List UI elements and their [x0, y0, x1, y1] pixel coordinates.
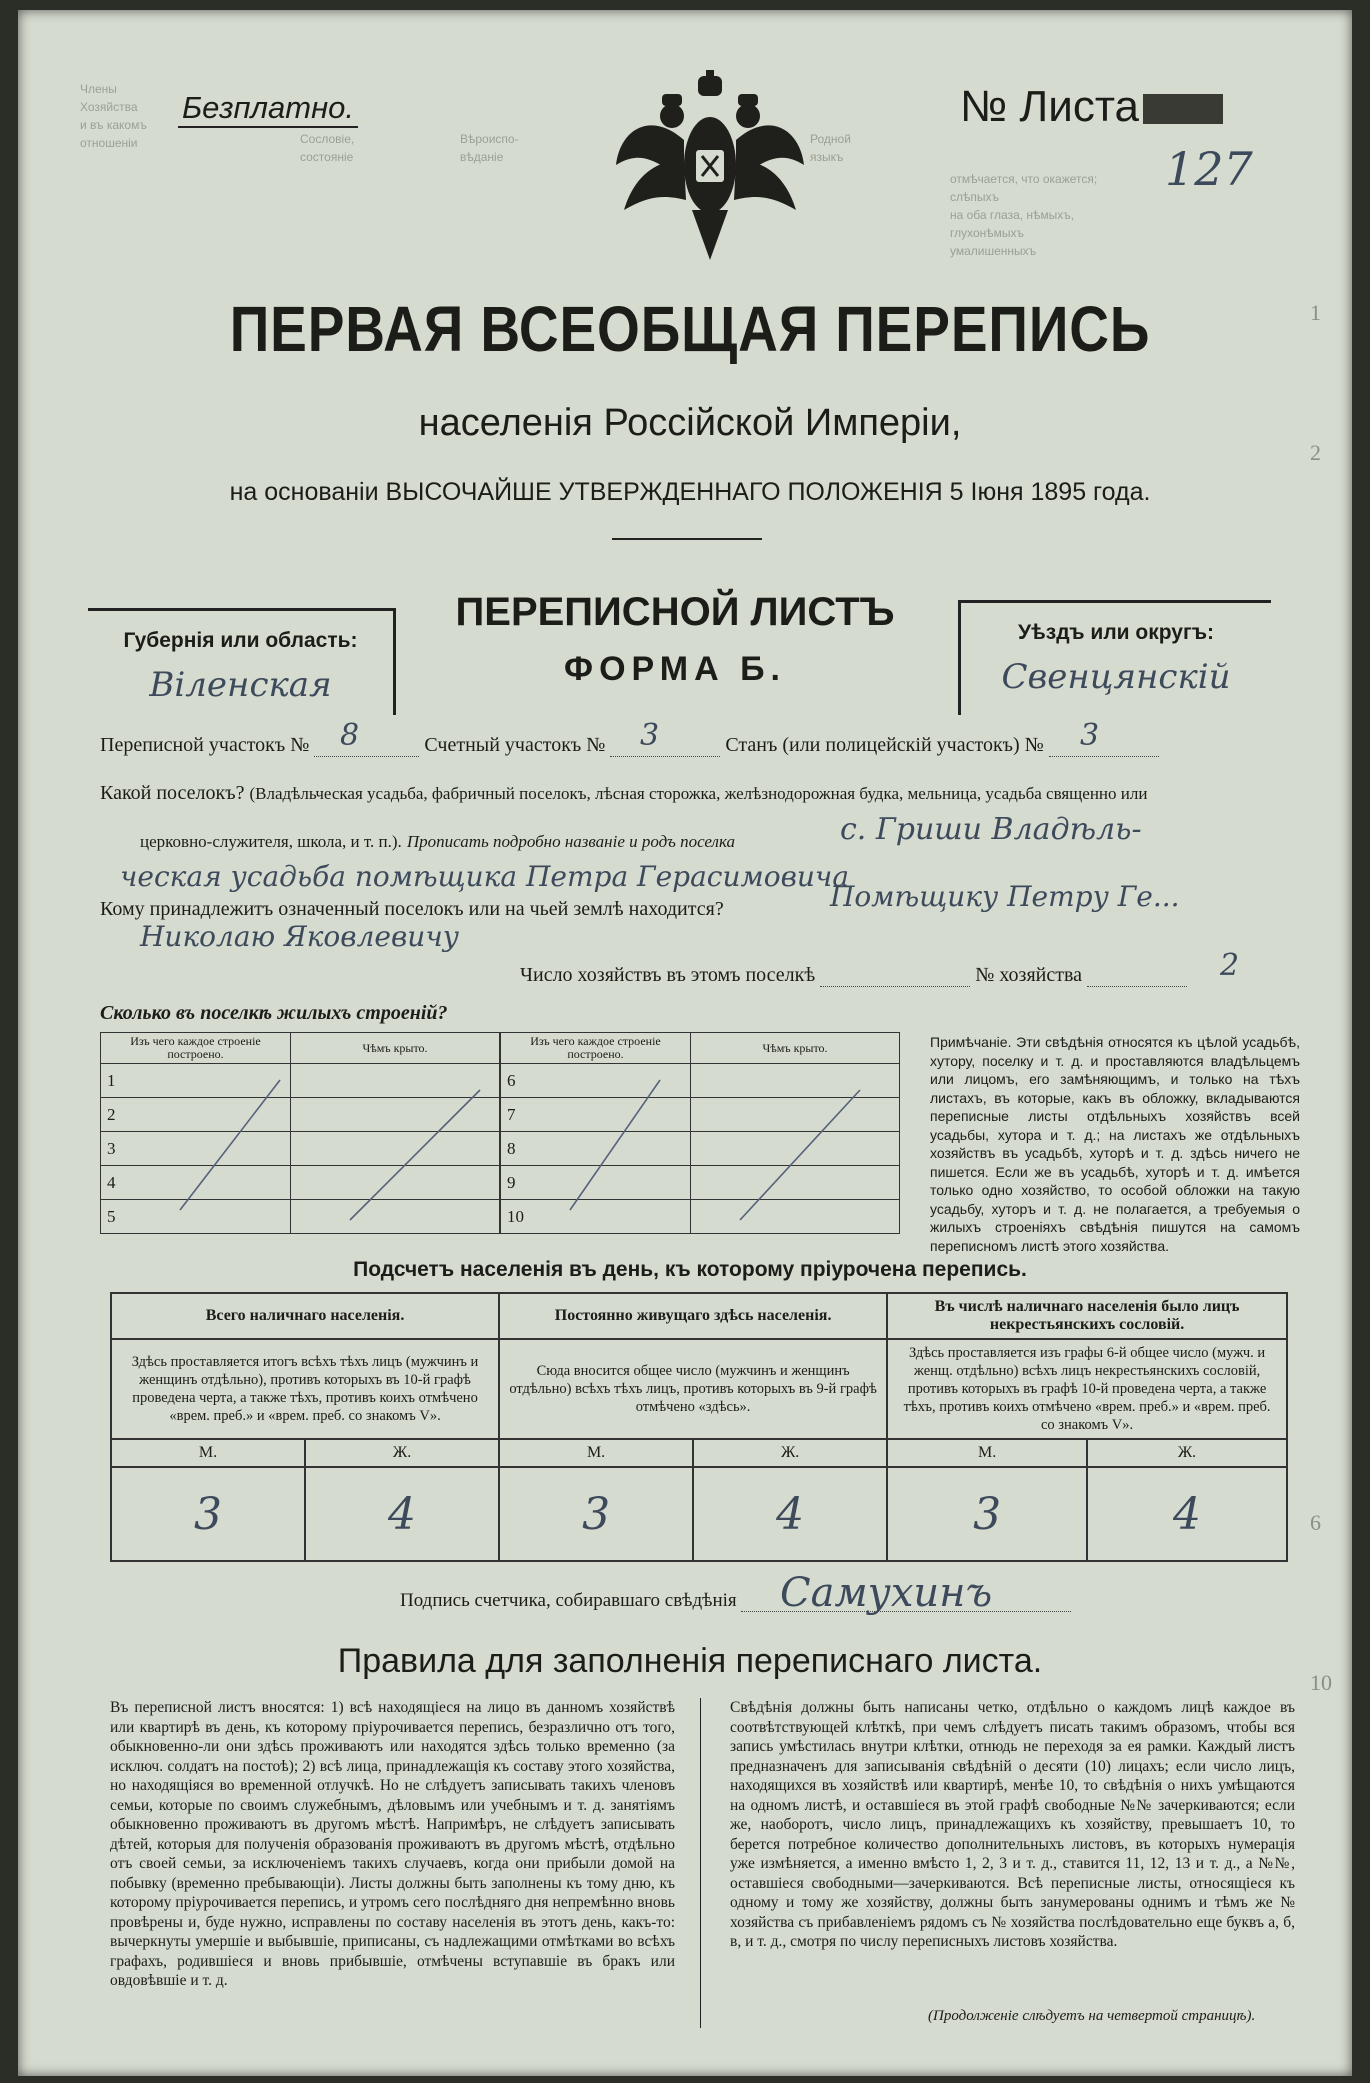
- margin-number: 6: [1310, 1510, 1321, 1535]
- female-header: Ж.: [693, 1439, 887, 1467]
- sheet-number-value: 127: [1165, 142, 1253, 196]
- buildings-head-material: Изъ чего каждое строеніе построено.: [501, 1033, 691, 1064]
- legal-basis: на основаніи ВЫСОЧАЙШЕ УТВЕРЖДЕННАГО ПОЛОЖЕНІЯ 5 Іюня 1895 года.: [229, 478, 1151, 506]
- building-row-number: 7: [501, 1098, 691, 1132]
- census-sheet: [18, 10, 1352, 2076]
- rules-right-column: Свѣдѣнія должны быть написаны четко, отдѣльно о каждомъ лицѣ каждое въ соотвѣтствующей клѣткѣ, при чемъ слѣдуетъ писать такимъ образомъ, чтобы вся запись умѣстилась внутри клѣтки, отнюдь не переходя за ея рамки. Каждый листъ предназначенъ для записыванія свѣдѣній о десяти (10) лицахъ; если число лицъ, находящихся въ хозяйствѣ или квартирѣ, менѣе 10, то свѣдѣнія о нихъ умѣщаются на одномъ листѣ, и оставшіеся въ этой графѣ свободные №№ зачеркиваются; если же, наоборотъ, число лицъ, принадлежащихъ къ хозяйству, превышаетъ 10, то берется потребное количество дополнительныхъ листовъ, въ которыхъ нумерація уже измѣняется, а именно вмѣсто 1, 2, 3 и т. д., ставится 11, 12, 13 и т. д., а №№, оставшіеся свободными—зачеркиваются. Всѣ переписные листы, относящіеся къ одному и тому же хозяйству, должны быть занумерованы однимъ и тѣмъ же № хозяйства съ прибавленіемъ рядомъ съ № хозяйства послѣдовательно еще буквъ а, б, в, и т. д., смотря по числу переписныхъ листовъ хозяйства.: [730, 1699, 1295, 1950]
- district-row: [100, 734, 1159, 757]
- settlement-instruction: Прописать подробно названіе и родъ поселка: [406, 832, 735, 851]
- free-of-charge-label: Безплатно.: [178, 90, 358, 128]
- total-male-count: 3: [111, 1467, 305, 1561]
- owner-value-1: Помѣщику Петру Ге...: [830, 880, 1180, 913]
- crossed-out-marks: [100, 1060, 900, 1250]
- settlement-value-2: ческая усадьба помѣщика Петра Герасимовича: [120, 860, 850, 893]
- male-header: М.: [499, 1439, 693, 1467]
- buildings-head-roof: Чѣмъ крыто.: [291, 1033, 500, 1064]
- counting-district-label: Счетный участокъ №: [424, 734, 606, 756]
- permanent-female-count: 4: [693, 1467, 887, 1561]
- female-header: Ж.: [1087, 1439, 1287, 1467]
- owner-row: [100, 898, 724, 921]
- settlement-hint: (Владѣльческая усадьба, фабричный поселокъ, лѣсная сторожка, желѣзнодорожная будка, мельница, усадьба священно или: [249, 784, 1148, 803]
- settlement-row-2: [140, 830, 735, 853]
- owner-label: Кому принадлежитъ означенный поселокъ или на чьей землѣ находится?: [100, 898, 724, 920]
- column-divider: [700, 1698, 701, 2028]
- margin-number: 1: [1310, 300, 1321, 325]
- sheet-number: [960, 82, 1223, 132]
- female-header: Ж.: [305, 1439, 499, 1467]
- bleed-text-3: Вѣроиспо- вѣданіе: [460, 132, 519, 164]
- census-district-value: 8: [340, 718, 360, 753]
- male-header: М.: [887, 1439, 1087, 1467]
- uezd-box: [958, 600, 1271, 715]
- divider: [612, 538, 762, 540]
- household-no-value: 2: [1220, 948, 1240, 983]
- census-district-label: Переписной участокъ №: [100, 734, 310, 756]
- building-row-number: 6: [501, 1064, 691, 1098]
- rules-title: Правила для заполненія переписнаго листа.: [337, 1642, 1043, 1680]
- permanent-population-text: Сюда вносится общее число (мужчинъ и женщинъ отдѣльно) всѣхъ тѣхъ лицъ, противъ которыхъ въ 9-й графѣ отмѣчено «здѣсь».: [499, 1339, 887, 1439]
- bleed-text-1: Члены Хозяйства и въ какомъ отношеніи: [80, 82, 147, 150]
- non-peasant-female-count: 4: [1087, 1467, 1287, 1561]
- stan-label: Станъ (или полицейскій участокъ) №: [725, 734, 1044, 756]
- permanent-population-head: Постоянно живущаго здѣсь населенія.: [499, 1293, 887, 1339]
- building-row-number: 4: [101, 1166, 291, 1200]
- stan-field: [1049, 756, 1159, 757]
- building-row-number: 8: [501, 1132, 691, 1166]
- guberniya-label: Губернія или область:: [123, 629, 358, 652]
- signature-label: Подпись счетчика, собиравшаго свѣдѣнія: [400, 1590, 737, 1611]
- non-peasant-head: Въ числѣ наличнаго населенія было лицъ некрестьянскихъ сословій.: [887, 1293, 1287, 1339]
- sheet-number-label: № Листа: [960, 82, 1140, 131]
- building-row-number: 2: [101, 1098, 291, 1132]
- building-row-number: 3: [101, 1132, 291, 1166]
- settlement-row: [100, 782, 1147, 805]
- signature-value: Самухинъ: [780, 1570, 993, 1616]
- total-female-count: 4: [305, 1467, 499, 1561]
- bleed-text-4: Родной языкъ: [810, 132, 851, 164]
- uezd-label: Уѣздъ или округъ:: [1017, 621, 1215, 644]
- households-label: Число хозяйствъ въ этомъ поселкѣ: [520, 964, 816, 986]
- bleed-text-2: Сословіе, состояніе: [300, 132, 355, 164]
- census-district-field: [314, 756, 419, 757]
- population-count-title: Подсчетъ населенія въ день, къ которому пріурочена перепись.: [353, 1258, 1027, 1281]
- permanent-male-count: 3: [499, 1467, 693, 1561]
- male-header: М.: [111, 1439, 305, 1467]
- bleed-text-5: отмѣчается, что окажется; слѣпыхъ на оба глаза, нѣмыхъ, глухонѣмыхъ умалишенныхъ: [950, 172, 1098, 258]
- counting-district-field: [610, 756, 720, 757]
- owner-value-2: Николаю Яковлевичу: [140, 920, 459, 953]
- population-table: [110, 1292, 1288, 1562]
- total-population-head: Всего наличнаго населенія.: [111, 1293, 499, 1339]
- total-population-text: Здѣсь проставляется итогъ всѣхъ тѣхъ лицъ (мужчинъ и женщинъ отдѣльно), противъ которыхъ въ 10-й графѣ проведена черта, а также тѣхъ, противъ коихъ отмѣчено «врем. преб.» и «врем. преб. со знакомъ V».: [111, 1339, 499, 1439]
- household-no-field: [1087, 986, 1187, 987]
- uezd-value: Свенцянскій: [1001, 657, 1231, 697]
- page: [70, 30, 1332, 2070]
- crossed-out-number: [1143, 94, 1223, 124]
- guberniya-value: Віленская: [149, 665, 332, 705]
- household-no-label: № хозяйства: [975, 964, 1083, 986]
- building-row-number: 10: [501, 1200, 691, 1234]
- non-peasant-text: Здѣсь проставляется изъ графы 6-й общее число (мужч. и женщ. отдѣльно) всѣхъ лицъ некрестьянскихъ сословій, противъ которыхъ въ графѣ 10-й проведена черта, а также тѣхъ, противъ коихъ отмѣчено «врем. преб.» и «врем. преб. со знакомъ V».: [887, 1339, 1287, 1439]
- settlement-value-1: с. Гриши Владѣль-: [840, 812, 1142, 847]
- margin-number: 2: [1310, 440, 1321, 465]
- form-name: ФОРМА Б.: [564, 650, 786, 688]
- households-row: [520, 964, 1187, 987]
- guberniya-box: [88, 608, 396, 715]
- building-row-number: 5: [101, 1200, 291, 1234]
- margin-number: 10: [1310, 1670, 1332, 1695]
- census-list-title: ПЕРЕПИСНОЙ ЛИСТЪ: [455, 590, 895, 634]
- building-row-number: 1: [101, 1064, 291, 1098]
- buildings-note: Примѣчаніе. Эти свѣдѣнія относятся къ цѣлой усадьбѣ, хутору, поселку и т. д. и проставляются владѣльцемъ или лицомъ, его замѣняющимъ, и только на тѣхъ листахъ, въ которые, какъ въ обложку, вкладываются переписные листы отдѣльныхъ хозяйствъ всей усадьбы, хутора и т. д.; на листахъ же отдѣльныхъ хозяйствъ въ усадьбѣ, хуторѣ и т. д. здѣсь ничего не пишется. Если же въ усадьбѣ, хуторѣ и т. д. имѣется только одно хозяйство, то особой обложки на такую усадьбу, хуторъ и т. д. не полагается, а требуемыя о жилыхъ строеніяхъ свѣдѣнія пишутся на самомъ переписномъ листѣ этого хозяйства.: [930, 1034, 1300, 1254]
- main-title: ПЕРВАЯ ВСЕОБЩАЯ ПЕРЕПИСЬ: [229, 293, 1151, 365]
- buildings-question: Сколько въ поселкѣ жилыхъ строеній?: [100, 1002, 448, 1024]
- stan-value: 3: [1080, 718, 1100, 753]
- rules-left-column: Въ переписной листъ вносятся: 1) всѣ находящіеся на лицо въ данномъ хозяйствѣ или квартирѣ въ день, къ которому пріурочивается перепись, безразлично отъ того, обыкновенно-ли они здѣсь проживаютъ или находятся здѣсь только временно (за исключ. солдатъ на постоѣ); 2) всѣ лица, принадлежащія къ составу этого хозяйства, но находящіяся во временной отлучкѣ. Но не слѣдуетъ записывать такихъ членовъ семьи, которые по своимъ служебнымъ, дѣловымъ или учебнымъ и т. д. занятіямъ обыкновенно проживаютъ въ другомъ мѣстѣ. Напримѣръ, не слѣдуетъ записывать дѣтей, которыя для полученія образованія проживаютъ въ другомъ мѣстѣ, отдѣльно отъ своей семьи, за исключеніемъ такихъ случаевъ, когда они прибыли домой на побывку (временно пребывающіи). Листы должны быть заполнены къ тому дню, къ которому пріурочивается перепись, и утромъ сего послѣдняго дня непремѣнно вновь провѣрены и, буде нужно, исправлены по составу населенія въ этотъ день, какъ-то: вычеркнуты умершіе и выбывшіе, приписаны, съ надлежащими отмѣтками во всѣхъ графахъ, родившіеся и вновь прибывшіе, отмѣчены вступавшіе въ бракъ или овдовѣвшіе и т. д.: [110, 1699, 675, 1989]
- building-row-number: 9: [501, 1166, 691, 1200]
- households-field: [820, 986, 970, 987]
- non-peasant-male-count: 3: [887, 1467, 1087, 1561]
- buildings-head-material: Изъ чего каждое строеніе построено.: [101, 1033, 291, 1064]
- subtitle: населенія Россійской Имперіи,: [418, 402, 962, 444]
- settlement-hint-2: церковно-служителя, школа, и т. п.).: [140, 832, 402, 851]
- buildings-head-roof: Чѣмъ крыто.: [691, 1033, 900, 1064]
- counting-district-value: 3: [640, 718, 660, 753]
- settlement-label: Какой поселокъ?: [100, 782, 245, 804]
- imperial-eagle-icon: [610, 70, 810, 270]
- continued-note: (Продолженіе слѣдуетъ на четвертой страницѣ).: [928, 2008, 1256, 2024]
